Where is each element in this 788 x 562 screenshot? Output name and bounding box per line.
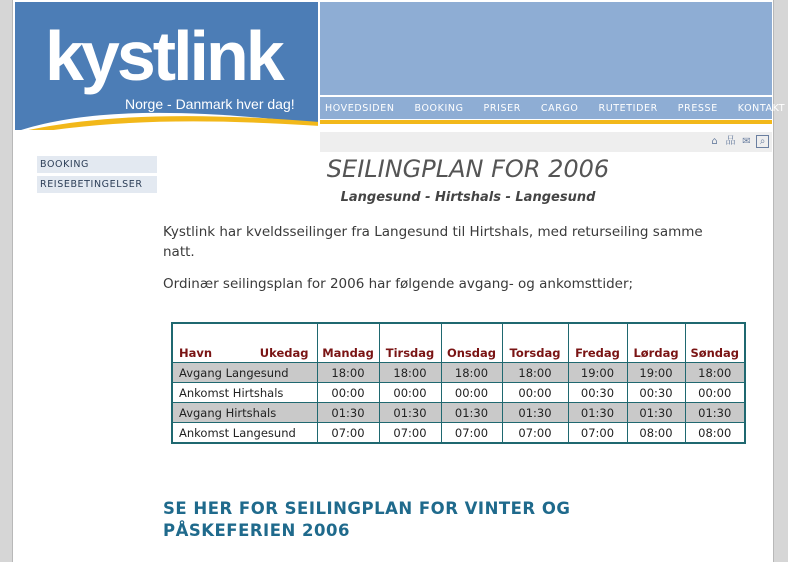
winter-schedule-link[interactable]: SE HER FOR SEILINGPLAN FOR VINTER OG PÅSKEFERIEN 2006 (163, 499, 571, 540)
window-frame-right (773, 0, 788, 562)
schedule-table (171, 322, 746, 444)
header-weekday: Ukedag (259, 346, 309, 360)
route-subtitle: Langesund - Hirtshals - Langesund (340, 190, 596, 205)
main-nav (320, 97, 786, 119)
header-port-weekday (172, 323, 317, 363)
header-day: Søndag (685, 323, 745, 363)
time-cell: 00:00 (441, 383, 502, 403)
time-cell: 19:00 (568, 363, 627, 383)
table-row (172, 363, 745, 383)
nav-priser[interactable]: PRISER (483, 102, 521, 114)
time-cell: 01:30 (441, 403, 502, 423)
nav-booking[interactable]: BOOKING (414, 102, 464, 114)
header-day: Onsdag (441, 323, 502, 363)
table-header-row (172, 323, 745, 363)
logo[interactable] (15, 2, 318, 130)
time-cell: 07:00 (441, 423, 502, 444)
time-cell: 08:00 (627, 423, 685, 444)
time-cell: 08:00 (685, 423, 745, 444)
intro-text: Kystlink har kveldsseilinger fra Langesund til Hirtshals, med returseiling samme natt. (163, 224, 703, 260)
row-port: Avgang Langesund (172, 363, 317, 383)
time-cell: 18:00 (379, 363, 441, 383)
time-cell: 00:00 (502, 383, 568, 403)
time-cell: 01:30 (502, 403, 568, 423)
sitemap-icon[interactable]: 品 (725, 136, 736, 147)
nav-rutetider[interactable]: RUTETIDER (598, 102, 658, 114)
time-cell: 01:30 (317, 403, 379, 423)
header-port: Havn (179, 346, 213, 360)
time-cell: 18:00 (317, 363, 379, 383)
nav-cargo[interactable]: CARGO (540, 102, 579, 114)
time-cell: 07:00 (568, 423, 627, 444)
time-cell: 01:30 (685, 403, 745, 423)
page-title: SEILINGPLAN FOR 2006 (326, 155, 610, 183)
time-cell: 07:00 (502, 423, 568, 444)
time-cell: 00:30 (568, 383, 627, 403)
nav-hovedsiden[interactable]: HOVEDSIDEN (325, 102, 395, 114)
time-cell: 18:00 (685, 363, 745, 383)
row-port: Avgang Hirtshals (172, 403, 317, 423)
nav-kontakt[interactable]: KONTAKT (737, 102, 786, 114)
accent-line (320, 120, 772, 124)
table-row (172, 383, 745, 403)
time-cell: 07:00 (317, 423, 379, 444)
row-port: Ankomst Langesund (172, 423, 317, 444)
swoosh-graphic (15, 110, 318, 130)
time-cell: 01:30 (627, 403, 685, 423)
schedule-intro-text: Ordinær seilingsplan for 2006 har følgende avgang- og ankomsttider; (163, 276, 634, 292)
time-cell: 07:00 (379, 423, 441, 444)
header-day: Tirsdag (379, 323, 441, 363)
row-port: Ankomst Hirtshals (172, 383, 317, 403)
header-day: Fredag (568, 323, 627, 363)
time-cell: 01:30 (379, 403, 441, 423)
page (13, 0, 786, 562)
tool-bar (320, 132, 772, 152)
time-cell: 18:00 (441, 363, 502, 383)
tagline: Norge - Danmark hver dag! (125, 96, 295, 112)
logo-text: kystlink (45, 17, 282, 95)
home-icon[interactable]: ⌂ (711, 136, 718, 147)
sidebar-item-reisebetingelser[interactable]: REISEBETINGELSER (37, 176, 157, 193)
nav-presse[interactable]: PRESSE (677, 102, 718, 114)
time-cell: 00:30 (627, 383, 685, 403)
sidebar-item-booking[interactable]: BOOKING (37, 156, 157, 173)
time-cell: 00:00 (317, 383, 379, 403)
window-frame-left (0, 0, 13, 562)
header-day: Mandag (317, 323, 379, 363)
table-row (172, 403, 745, 423)
time-cell: 18:00 (502, 363, 568, 383)
header-day: Torsdag (502, 323, 568, 363)
time-cell: 01:30 (568, 403, 627, 423)
table-row (172, 423, 745, 444)
mail-icon[interactable]: ✉ (742, 136, 751, 147)
header-day: Lørdag (627, 323, 685, 363)
header-banner (320, 2, 772, 95)
time-cell: 00:00 (685, 383, 745, 403)
time-cell: 19:00 (627, 363, 685, 383)
time-cell: 00:00 (379, 383, 441, 403)
search-icon[interactable]: ⌕ (756, 135, 769, 148)
